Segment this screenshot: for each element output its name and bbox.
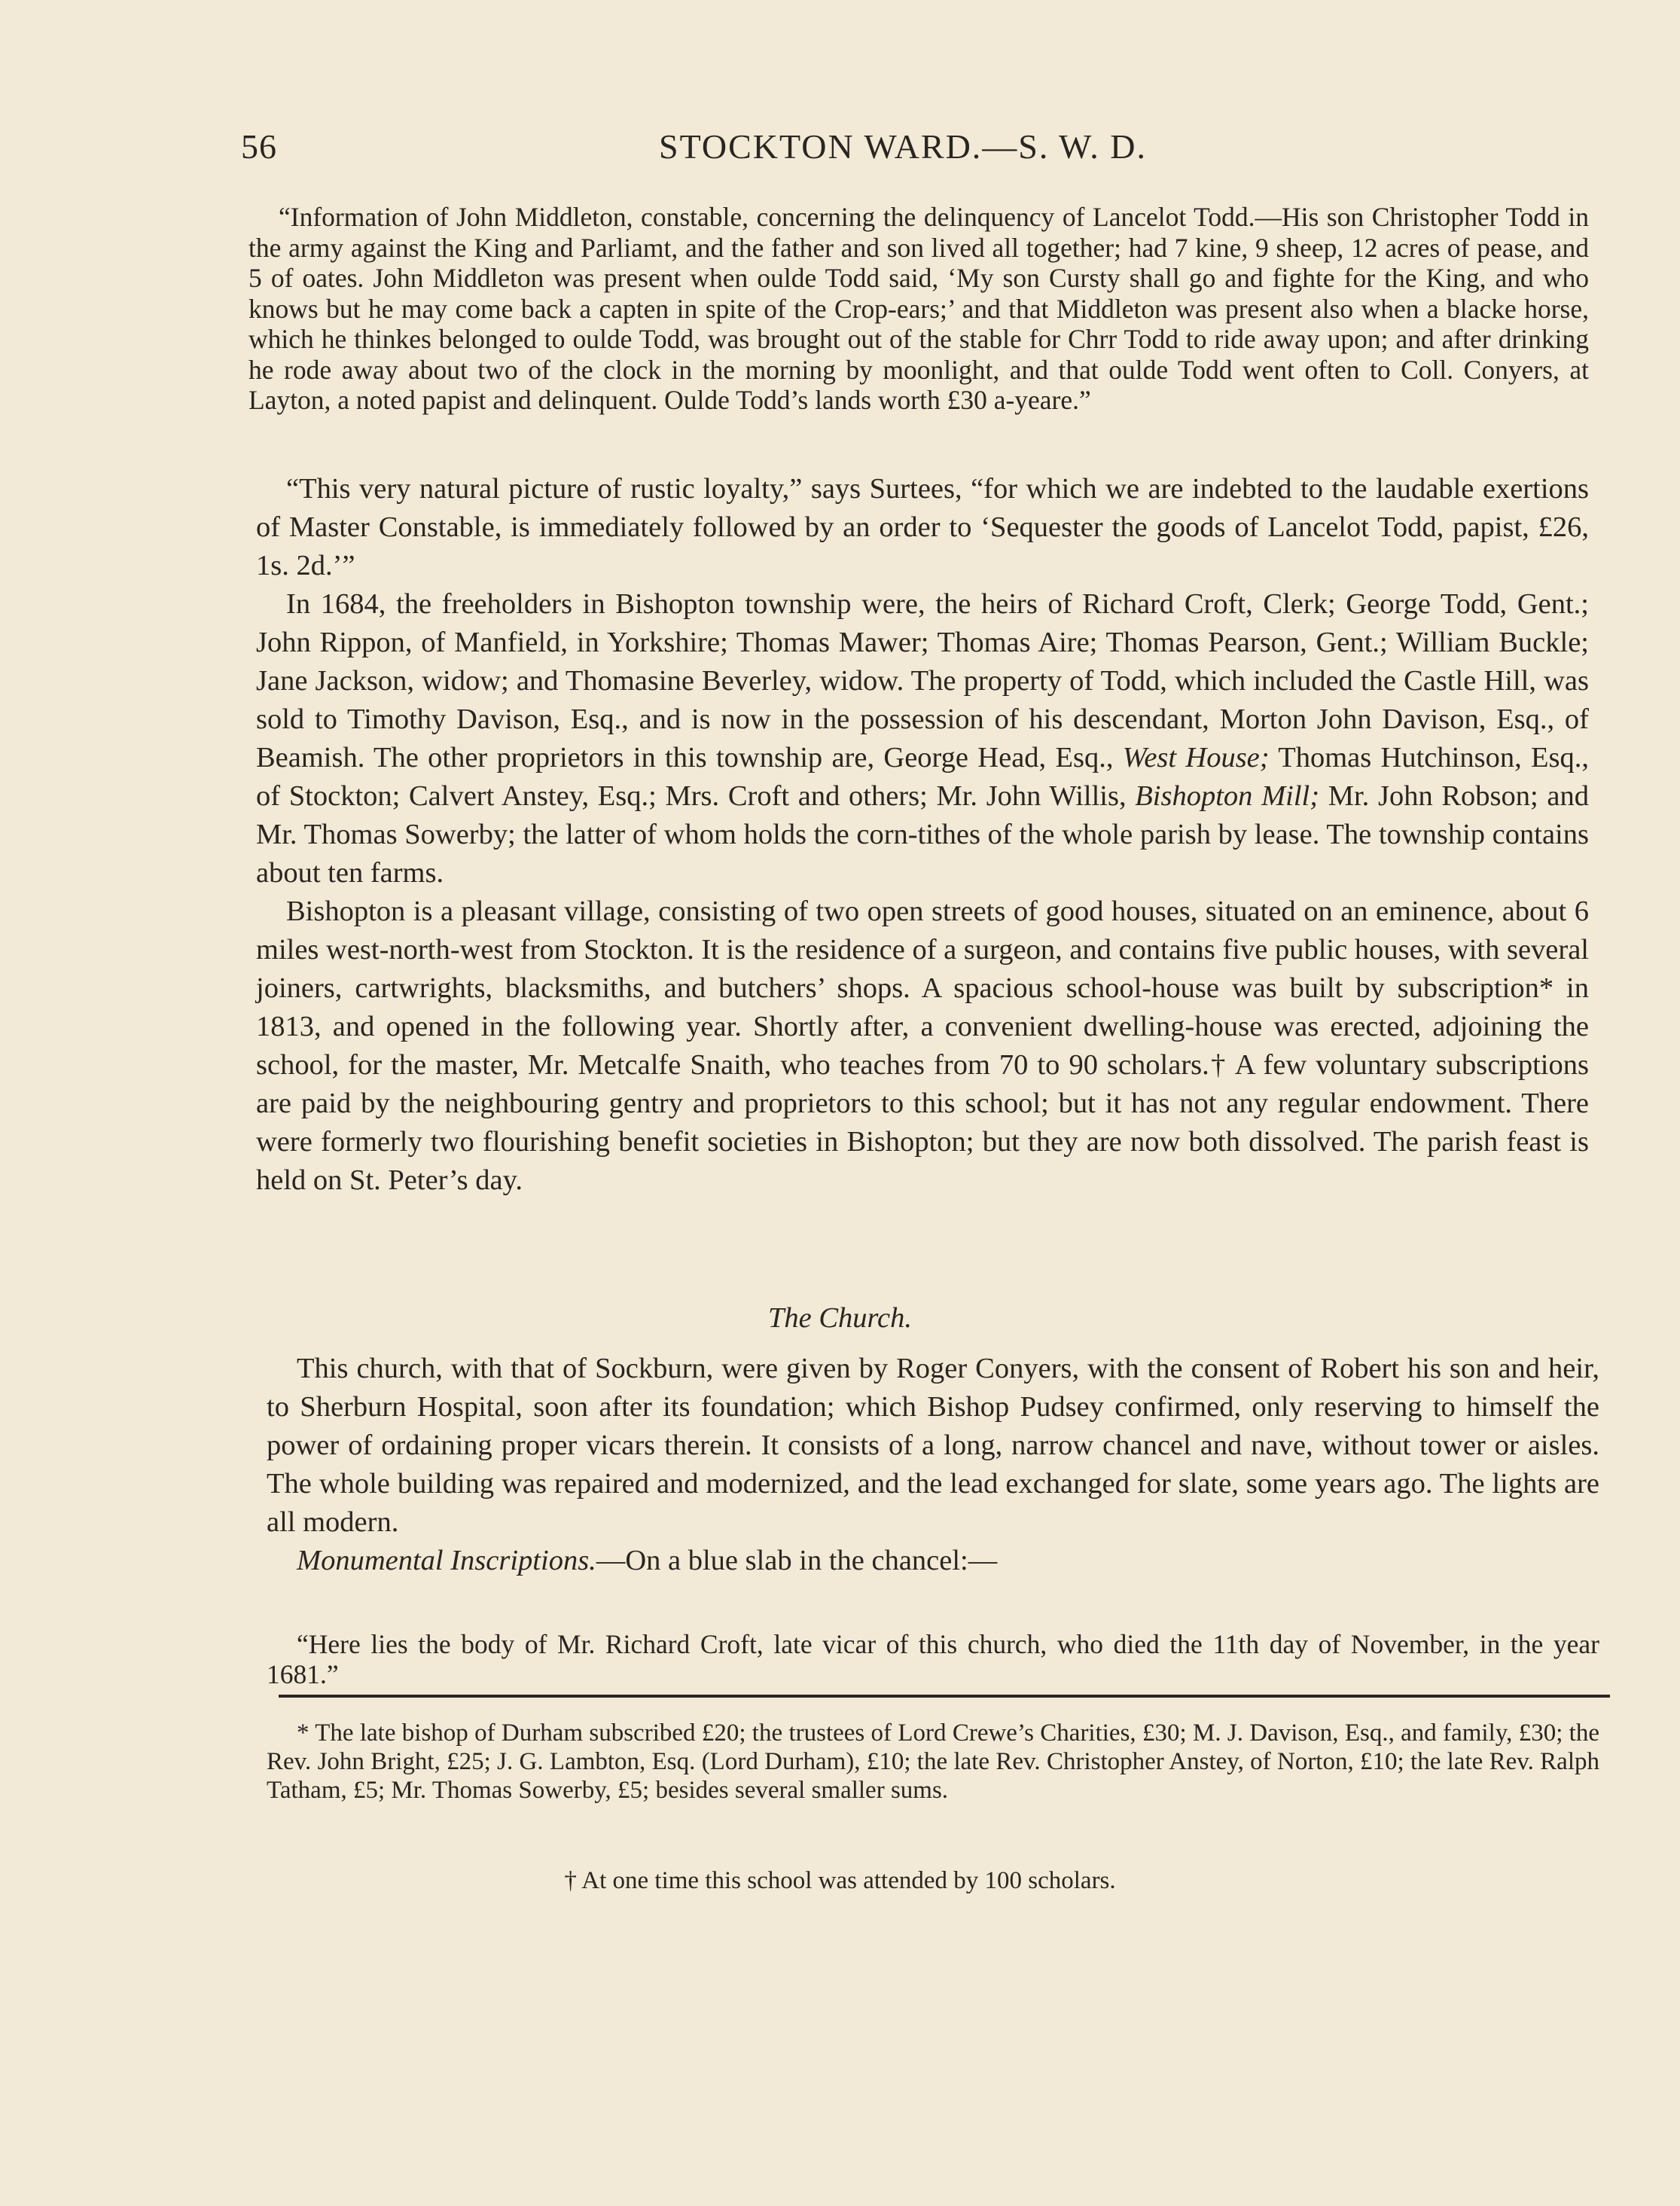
monumental-inscriptions-text: —On a blue slab in the chancel:— — [596, 1545, 998, 1576]
inscription-quote — [267, 1602, 1599, 1716]
body-text — [256, 470, 1589, 1200]
monumental-inscriptions-line — [267, 1542, 1599, 1580]
inscription-text: “Here lies the body of Mr. Richard Croft, late vicar of this church, who died the 11th day of November, in the year 1681.” — [267, 1628, 1599, 1689]
freeholders-text-a: In 1684, the freeholders in Bishopton township were, the heirs of Richard Croft, Clerk; George Todd, Gent.; John Rippon, of Manfield, in Yorkshire; Thomas Mawer; Thomas Aire; Thomas Pearson, Gent.; William Buckle; Jane Jackson, widow; and Thomasine Beverley, widow. The property of Todd, which included the Castle Hill, was sold to Timothy Davison, Esq., and is now in the possession of his descendant, Morton John Davison, Esq., of Beamish. The other proprietors in this township are, George Head, Esq., — [256, 588, 1589, 773]
paragraph-village: Bishopton is a pleasant village, consisting of two open streets of good houses, situated on an eminence, about 6 miles west-north-west from Stockton. It is the residence of a surgeon, and contains five public houses, with several joiners, cartwrights, blacksmiths, and butchers’ shops. A spacious school-house was built by subscription* in 1813, and opened in the following year. Shortly after, a convenient dwelling-house was erected, adjoining the school, for the master, Mr. Metcalfe Snaith, who teaches from 70 to 90 scholars.† A few voluntary subscriptions are paid by the neighbouring gentry and proprietors to this school; but it has not any regular endowment. There were formerly two flourishing benefit societies in Bishopton; but they are now both dissolved. The parish feast is held on St. Peter’s day. — [256, 896, 1589, 1196]
freeholders-text-c: Mr. John Robson; and Mr. Thomas Sowerby; the latter of whom holds the corn-tithes of the whole parish by lease. The township contains about ten farms. — [256, 780, 1589, 889]
church-heading: The Church. — [767, 1302, 913, 1334]
quote-paragraph: “Information of John Middleton, constable, concerning the delinquency of Lancelot Todd.—His son Christopher Todd in the army against the King and Parliamt, and the father and son lived all together; had 7 kine, 9 sheep, 12 acres of pease, and 5 of oates. John Middleton was present when oulde Todd said, ‘My son Cursty shall go and fighte for the King, and who knows but he may come back a capten in spite of the Crop-ears;’ and that Middleton was present also when a blacke horse, which he thinkes belonged to oulde Todd, was brought out of the stable for Chrr Todd to ride away upon; and after drinking he rode away about two of the clock in the morning by moonlight, and that oulde Todd went often to Coll. Conyers, at Layton, a noted papist and delinquent. Oulde Todd’s lands worth £30 a-yeare.” — [248, 202, 1589, 415]
footnote-divider — [279, 1695, 1610, 1698]
page-number: 56 — [241, 127, 277, 166]
footnotes — [267, 1719, 1599, 1805]
running-head: STOCKTON WARD.—S. W. D. — [659, 127, 1147, 166]
page-header — [241, 127, 1589, 172]
bishopton-mill-name: Bishopton Mill; — [1135, 780, 1320, 812]
west-house-name: West House; — [1122, 742, 1270, 773]
church-paragraph: This church, with that of Sockburn, were given by Roger Conyers, with the consent of Robert his son and heir, to Sherburn Hospital, soon after its foundation; which Bishop Pudsey confirmed, only reserving to himself the power of ordaining proper vicars therein. It consists of a long, narrow chancel and nave, without tower or aisles. The whole building was repaired and modernized, and the lead exchanged for slate, some years ago. The lights are all modern. — [267, 1353, 1599, 1538]
church-section — [267, 1350, 1599, 1580]
footnote-dagger: † At one time this school was attended by 100 scholars. — [564, 1867, 1116, 1894]
freeholders-text-b: Thomas Hutchinson, Esq., of Stockton; Calvert Anstey, Esq.; Mrs. Croft and others; Mr. John Willis, — [256, 742, 1590, 812]
quoted-information — [248, 202, 1589, 416]
paragraph-freeholders — [256, 585, 1589, 892]
footnote-star: * The late bishop of Durham subscribed £20; the trustees of Lord Crewe’s Charities, £30; M. J. Davison, Esq., and family, £30; the Rev. John Bright, £25; J. G. Lambton, Esq. (Lord Durham), £10; the late Rev. Christopher Anstey, of Norton, £10; the late Rev. Ralph Tatham, £5; Mr. Thomas Sowerby, £5; besides several smaller sums. — [267, 1719, 1599, 1804]
monumental-inscriptions-label: Monumental Inscriptions. — [297, 1545, 596, 1576]
paragraph-surtees: “This very natural picture of rustic loyalty,” says Surtees, “for which we are indebted to the laudable exertions of Master Constable, is immediately followed by an order to ‘Sequester the goods of Lancelot Todd, papist, £26, 1s. 2d.’” — [256, 473, 1589, 581]
